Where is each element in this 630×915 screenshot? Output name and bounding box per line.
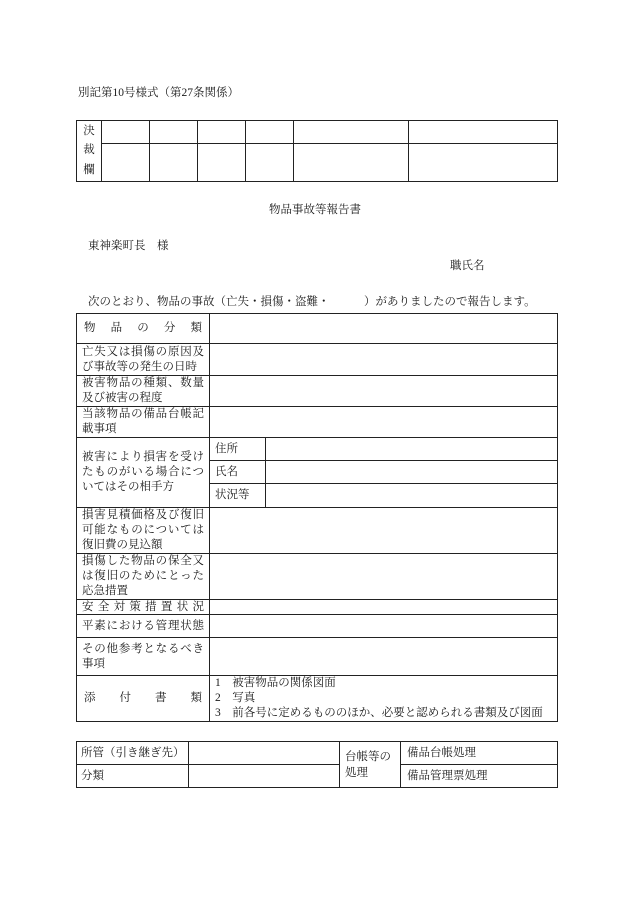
approval-table [76, 120, 558, 182]
form-number: 別記第10号様式（第27条関係） [78, 87, 239, 99]
approval-stamp-cell [294, 144, 409, 182]
attachment-item: 3 前各号に定めるもののほか、必要と認められる書類及び図面 [215, 707, 543, 719]
counterparty-address-value [266, 438, 558, 461]
approval-header-cell [198, 121, 246, 144]
jurisdiction-value [189, 742, 340, 765]
management-value [210, 615, 558, 638]
counterparty-address-label: 住所 [210, 438, 266, 461]
other-label: その他参考となるべき事項 [77, 638, 210, 676]
approval-header-cell [150, 121, 198, 144]
approval-header-cell [102, 121, 150, 144]
emergency-label: 損傷した物品の保全又は復旧のためにとった応急措置 [77, 554, 210, 600]
equipment-ledger-label: 備品台帳処理 [401, 742, 558, 765]
handling-table [76, 741, 558, 788]
counterparty-status-value [266, 484, 558, 508]
classification-value [189, 765, 340, 788]
ledger-entry-value [210, 407, 558, 438]
estimate-label: 損害見積価格及び復旧可能なものについては復旧費の見込額 [77, 508, 210, 554]
ledger-entry-label: 当該物品の備品台帳記載事項 [77, 407, 210, 438]
approval-label: 決裁欄 [77, 121, 102, 182]
reporter-label: 職氏名 [450, 260, 485, 272]
safety-label: 安全対策措置状況 [77, 600, 210, 615]
approval-stamp-cell [409, 144, 558, 182]
approval-header-cell [246, 121, 294, 144]
damage-value [210, 376, 558, 407]
cause-value [210, 344, 558, 376]
equipment-card-label: 備品管理票処理 [401, 765, 558, 788]
approval-header-cell [409, 121, 558, 144]
cause-label: 亡失又は損傷の原因及び事故等の発生の日時 [77, 344, 210, 376]
attachment-item: 2 写真 [215, 692, 256, 704]
safety-value [210, 600, 558, 615]
classification-label: 分類 [77, 765, 189, 788]
emergency-value [210, 554, 558, 600]
approval-stamp-cell [246, 144, 294, 182]
approval-header-cell [294, 121, 409, 144]
approval-stamp-cell [198, 144, 246, 182]
intro-sentence: 次のとおり、物品の事故（亡失・損傷・盗難・ ）がありましたので報告します。 [88, 296, 536, 308]
addressee: 東神楽町長 様 [88, 240, 169, 252]
counterparty-status-label: 状況等 [210, 484, 266, 508]
attachments-list [210, 676, 558, 722]
approval-stamp-cell [150, 144, 198, 182]
report-table [76, 313, 558, 722]
document-title: 物品事故等報告書 [269, 204, 361, 216]
attachment-item: 1 被害物品の関係図面 [215, 677, 336, 689]
category-value [210, 314, 558, 344]
estimate-value [210, 508, 558, 554]
other-value [210, 638, 558, 676]
category-label: 物品の分類 [77, 314, 210, 344]
counterparty-name-value [266, 461, 558, 484]
management-label: 平素における管理状態 [77, 615, 210, 638]
counterparty-name-label: 氏名 [210, 461, 266, 484]
jurisdiction-label: 所管（引き継ぎ先） [77, 742, 189, 765]
counterparty-label: 被害により損害を受けたものがいる場合についてはその相手方 [77, 438, 210, 508]
attachments-label: 添付書類 [77, 676, 210, 722]
ledger-processing-label: 台帳等の処理 [340, 742, 401, 788]
damage-label: 被害物品の種類、数量及び被害の程度 [77, 376, 210, 407]
approval-stamp-cell [102, 144, 150, 182]
